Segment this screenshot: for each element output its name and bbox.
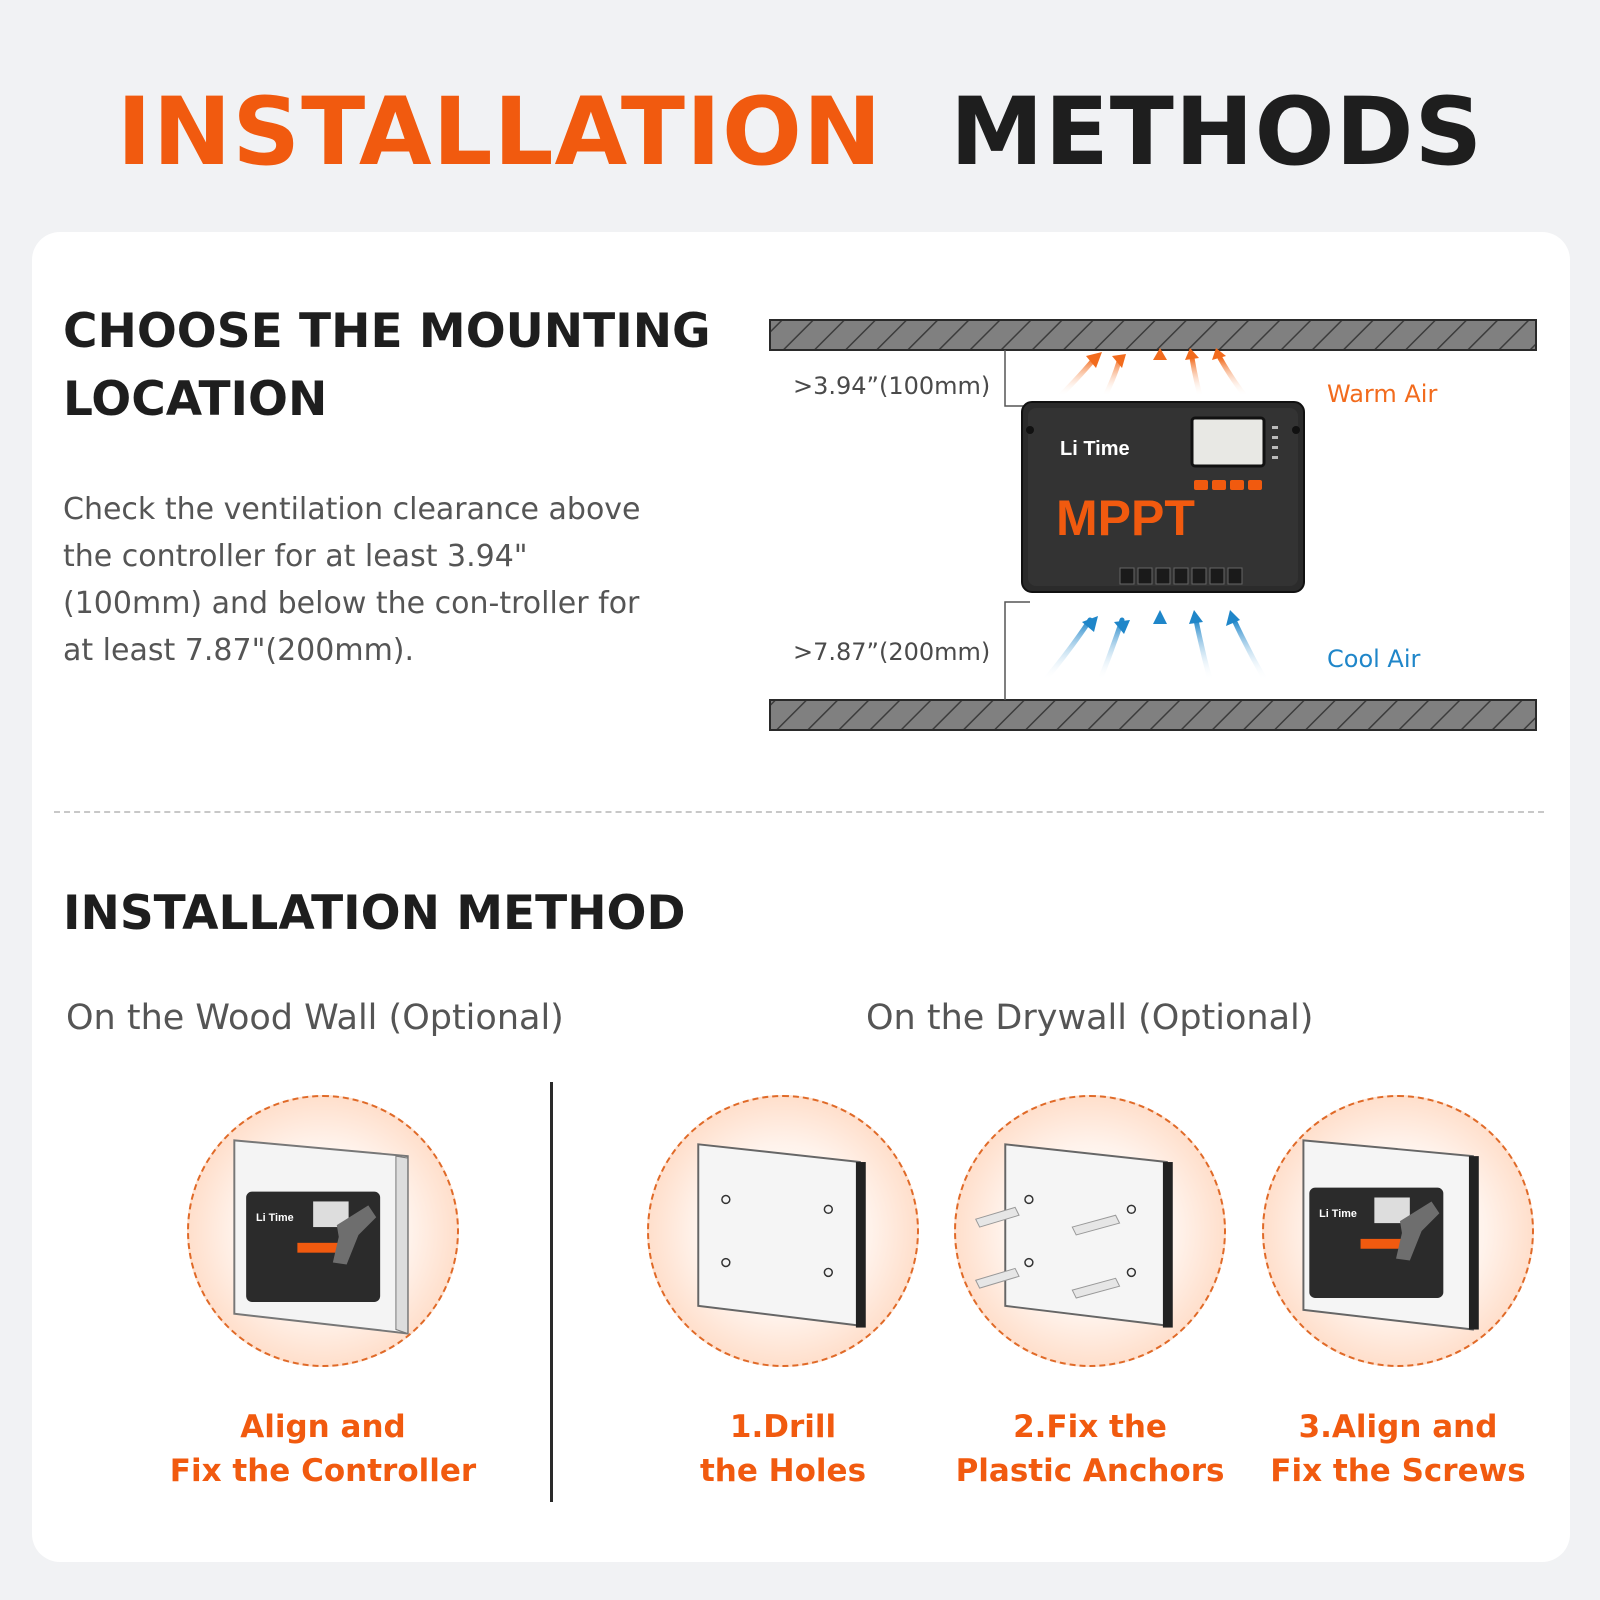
lcd-screen [1192, 418, 1264, 466]
svg-text:Li Time: Li Time [256, 1212, 294, 1225]
wood-step-caption [163, 1405, 483, 1493]
svg-text:Li Time: Li Time [1319, 1208, 1357, 1221]
section-divider [54, 811, 1544, 813]
wood-wall-svg [189, 1097, 457, 1365]
step-2-caption [930, 1405, 1250, 1493]
cool-air-arrows [1045, 620, 1265, 680]
step-2-line2: Plastic Anchors [955, 1453, 1225, 1489]
drill-holes-svg [649, 1097, 917, 1365]
bottom-clearance-bracket [1005, 602, 1030, 700]
bottom-clearance-label: >7.87”(200mm) [793, 638, 991, 666]
drywall-heading: On the Drywall (Optional) [866, 998, 1314, 1038]
device-label: MPPT [1056, 490, 1195, 546]
anchors-illustration [954, 1095, 1226, 1367]
step-1-line1: 1.Drill [729, 1409, 837, 1445]
mounting-title-line1: CHOOSE THE MOUNTING [63, 304, 711, 359]
mounting-title-line2: LOCATION [63, 372, 328, 427]
mounting-title [63, 298, 711, 434]
device-brand: Li Time [1060, 438, 1130, 460]
warm-air-label: Warm Air [1327, 380, 1438, 408]
step-1-line2: the Holes [699, 1453, 867, 1489]
wood-wall-illustration [187, 1095, 459, 1367]
mounting-description: Check the ventilation clearance above the controller for at least 3.94"(100mm) and below the con-troller for at least 7.87"(200mm). [63, 492, 641, 668]
page-title-main: METHODS [950, 78, 1484, 187]
wood-step-line1: Align and [240, 1409, 406, 1445]
screws-svg [1264, 1097, 1532, 1365]
cool-air-label: Cool Air [1327, 645, 1421, 673]
wood-step-line2: Fix the Controller [169, 1453, 477, 1489]
terminal-block [1120, 568, 1242, 584]
install-title: INSTALLATION METHOD [63, 886, 686, 941]
ceiling-wall [770, 320, 1536, 350]
top-clearance-bracket [1005, 350, 1030, 406]
step-3-caption [1238, 1405, 1558, 1493]
screws-illustration [1262, 1095, 1534, 1367]
top-clearance-label: >3.94”(100mm) [793, 372, 991, 400]
step-3-line2: Fix the Screws [1270, 1453, 1526, 1489]
step-2-line1: 2.Fix the [1013, 1409, 1167, 1445]
warm-air-arrows [1060, 358, 1245, 396]
wood-wall-heading: On the Wood Wall (Optional) [66, 998, 564, 1038]
step-3-line1: 3.Align and [1298, 1409, 1498, 1445]
step-1-caption [623, 1405, 943, 1493]
anchors-svg [956, 1097, 1224, 1365]
page-title [0, 78, 1600, 187]
floor-wall [770, 700, 1536, 730]
page-title-accent: INSTALLATION [116, 78, 883, 187]
method-divider [550, 1082, 553, 1502]
drill-holes-illustration [647, 1095, 919, 1367]
